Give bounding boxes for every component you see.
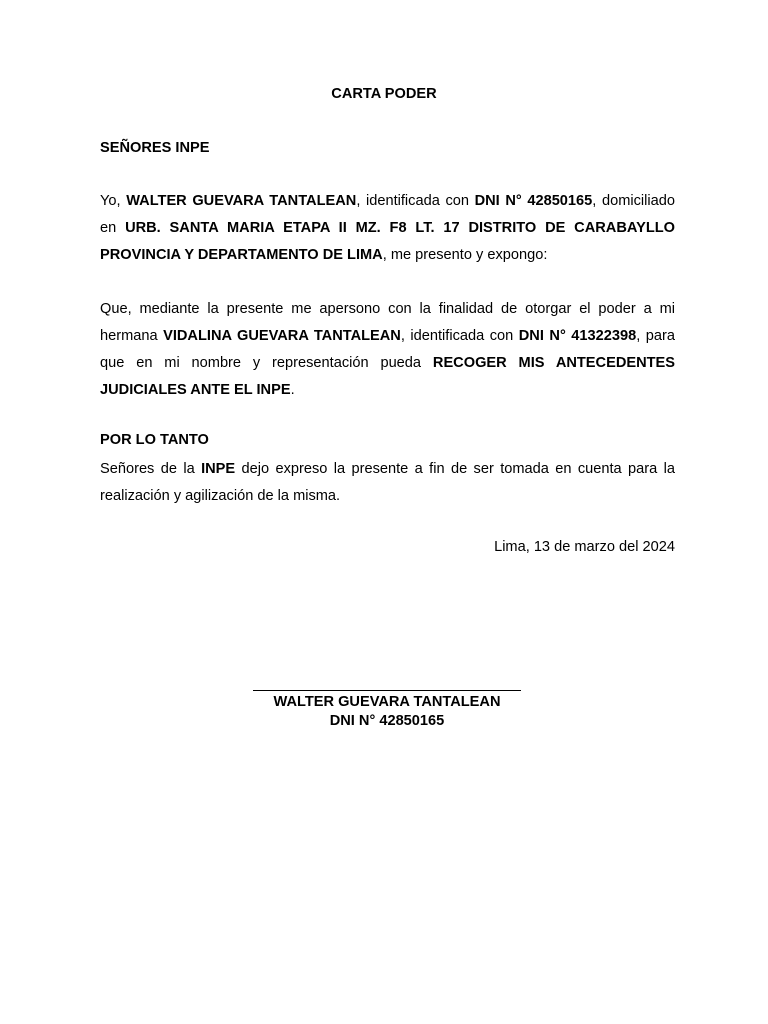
p2-text-3: , para que en mi nombre y representación pueda [100, 328, 675, 371]
signature-line [253, 690, 521, 691]
paragraph-2 [100, 296, 675, 404]
p2-grantee-dni: DNI N° 41322398 [518, 328, 637, 344]
signature-dni: DNI N° 42850165 [329, 713, 445, 729]
p1-grantor-dni: DNI N° 42850165 [474, 193, 593, 209]
p1-text-2: , identificada con [356, 193, 475, 209]
p3-text-2: dejo expreso la presente a fin de ser tomada en cuenta para la realización y agilización de la misma. [100, 461, 675, 504]
paragraph-3 [100, 456, 675, 510]
p1-address: URB. SANTA MARIA ETAPA II MZ. F8 LT. 17 DISTRITO DE CARABAYLLO PROVINCIA Y DEPARTAMENTO DE LIMA [100, 220, 675, 263]
p2-text-4: . [290, 382, 295, 398]
document-title: CARTA PODER [331, 86, 437, 102]
p1-text-3: , domiciliado en [100, 193, 675, 236]
paragraph-3-heading: POR LO TANTO [100, 432, 209, 448]
p2-grantee-name: VIDALINA GUEVARA TANTALEAN [163, 328, 401, 344]
p2-purpose: RECOGER MIS ANTECEDENTES JUDICIALES ANTE EL INPE [100, 355, 676, 398]
p3-institution: INPE [201, 461, 236, 477]
p1-text-1: Yo, [100, 193, 127, 209]
p2-text-1: Que, mediante la presente me apersono con la finalidad de otorgar el poder a mi hermana [100, 301, 675, 344]
paragraph-1 [100, 188, 675, 269]
addressee: SEÑORES INPE [100, 140, 210, 156]
p1-grantor-name: WALTER GUEVARA TANTALEAN [126, 193, 357, 209]
p1-text-4: , me presento y expongo: [382, 247, 548, 263]
signature-block [253, 690, 521, 731]
p2-text-2: , identificada con [400, 328, 519, 344]
p3-text-1: Señores de la [100, 461, 202, 477]
date-line: Lima, 13 de marzo del 2024 [494, 539, 675, 555]
signature-name: WALTER GUEVARA TANTALEAN [273, 694, 501, 710]
